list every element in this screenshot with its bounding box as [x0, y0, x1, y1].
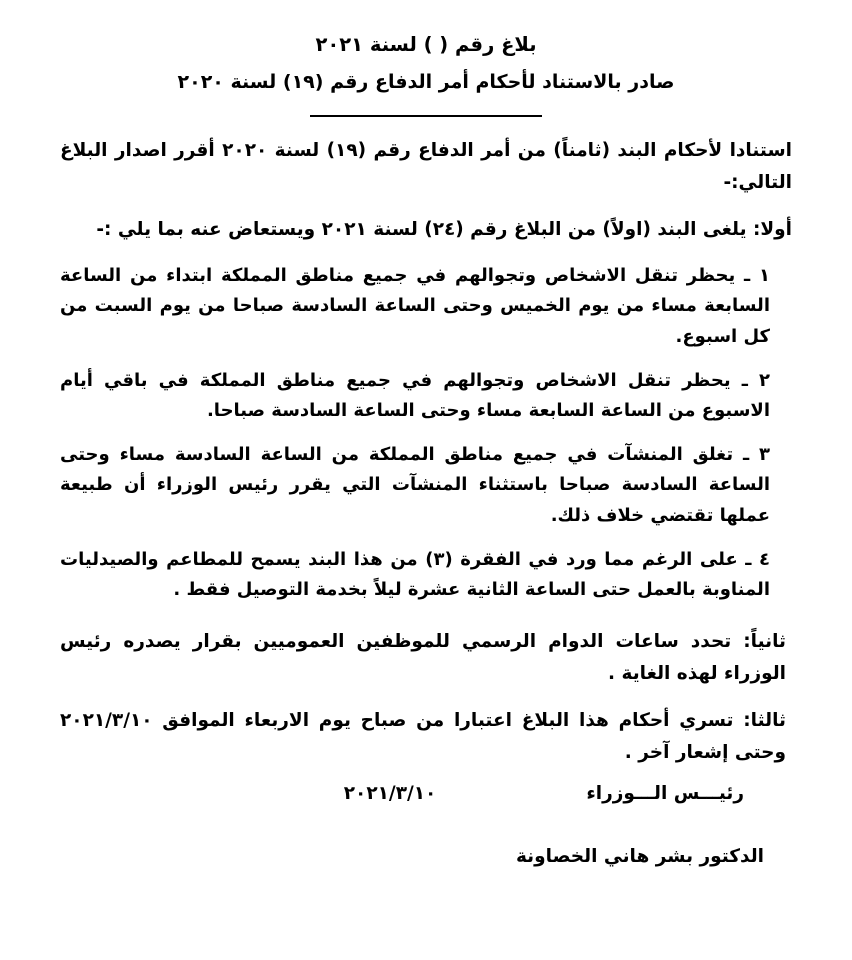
document-title-line-2: صادر بالاستناد لأحكام أمر الدفاع رقم (١٩) لسنة ٢٠٢٠ — [177, 71, 675, 94]
signature-title: رئيـــس الـــوزراء — [586, 783, 744, 804]
document-title-line-1: بلاغ رقم ( ) لسنة ٢٠٢١ — [315, 33, 537, 56]
signer-name: الدكتور بشر هاني الخصاونة — [515, 846, 764, 867]
sub-clause-2: ٢ ـ يحظر تنقل الاشخاص وتجوالهم في جميع مناطق المملكة في باقي أيام الاسبوع من الساعة السابعة مساء وحتى الساعة السادسة صباحا. — [60, 369, 770, 422]
sub-clause-4: ٤ ـ على الرغم مما ورد في الفقرة (٣) من هذا البند يسمح للمطاعم والصيدليات المناوبة بالعمل حتى الساعة الثانية عشرة ليلاً بخدمة التوصيل فقط . — [60, 548, 770, 601]
signature-date: ٢٠٢١/٣/١٠ — [343, 783, 437, 804]
sub-clause-3: ٣ ـ تغلق المنشآت في جميع مناطق المملكة من الساعة السادسة مساء وحتى الساعة السادسة صباحا باستثناء المنشآت التي يقرر رئيس الوزراء أن طبيعة عملها تقتضي خلاف ذلك. — [60, 443, 770, 526]
preamble-paragraph: استنادا لأحكام البند (ثامناً) من أمر الدفاع رقم (١٩) لسنة ٢٠٢٠ أقرر اصدار البلاغ التالي:- — [60, 140, 792, 194]
clause-secondly: ثانياً: تحدد ساعات الدوام الرسمي للموظفين العموميين بقرار يصدره رئيس الوزراء لهذه الغاية . — [60, 630, 786, 684]
clause-firstly: أولا: يلغى البند (اولاً) من البلاغ رقم (٢٤) لسنة ٢٠٢١ ويستعاض عنه بما يلي :- — [96, 219, 792, 240]
header-divider — [60, 115, 792, 117]
sub-clause-1: ١ ـ يحظر تنقل الاشخاص وتجوالهم في جميع مناطق المملكة ابتداء من الساعة السابعة مساء من يوم الخميس وحتى الساعة السادسة صباحا من يوم السبت من كل اسبوع. — [60, 264, 770, 347]
clause-thirdly: ثالثا: تسري أحكام هذا البلاغ اعتبارا من صباح يوم الاربعاء الموافق ٢٠٢١/٣/١٠ وحتى إشعار آخر . — [60, 710, 786, 764]
signature-block — [60, 783, 792, 804]
